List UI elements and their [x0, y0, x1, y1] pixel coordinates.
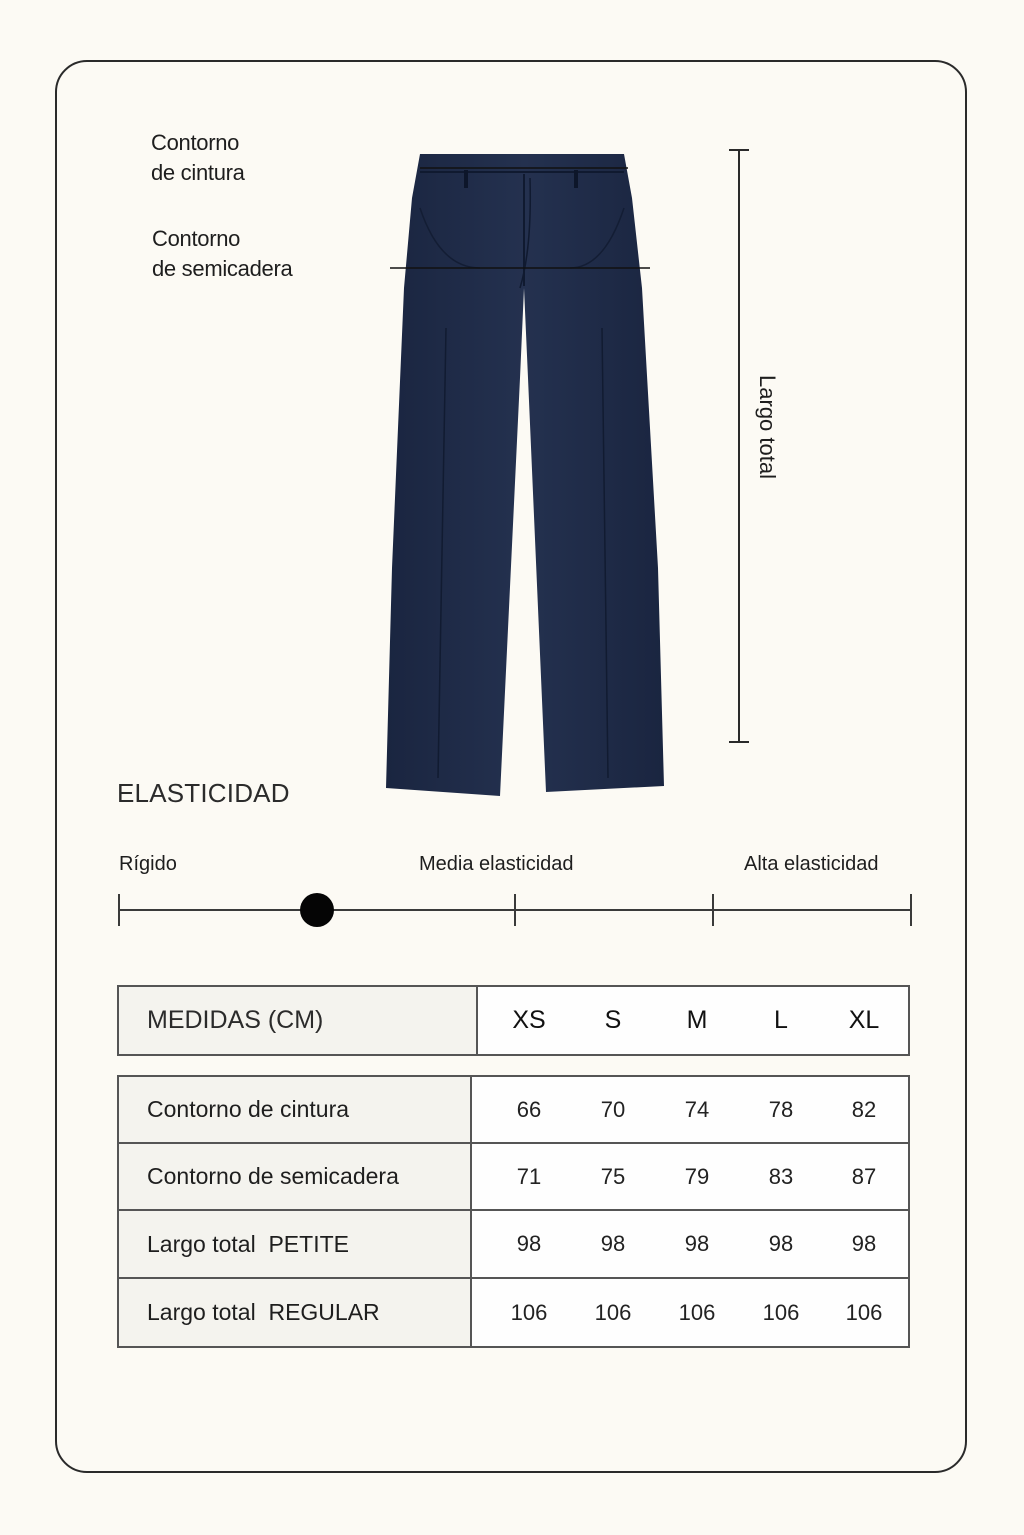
length-measure-line — [738, 150, 740, 742]
table-row — [118, 1210, 909, 1278]
row-label: Contorno de cintura — [118, 1076, 471, 1143]
cell-value: 79 — [684, 1163, 710, 1189]
cell-value: 106 — [845, 1299, 883, 1325]
elasticity-mid-label: Media elasticidad — [419, 853, 574, 875]
cell-value: 70 — [600, 1096, 626, 1122]
size-m: M — [686, 1006, 708, 1034]
size-l: L — [774, 1006, 788, 1034]
cell-value: 82 — [851, 1096, 877, 1122]
waist-label: Contorno de cintura — [151, 130, 245, 185]
length-measure-bottom-cap — [729, 741, 749, 743]
size-xs: XS — [512, 1006, 546, 1034]
hip-label: Contorno de semicadera — [152, 226, 293, 281]
cell-value: 74 — [684, 1096, 710, 1122]
elasticity-title: ELASTICIDAD — [117, 778, 290, 808]
size-xl: XL — [848, 1006, 880, 1034]
measurements-table — [117, 1075, 910, 1348]
cell-value: 106 — [678, 1299, 716, 1325]
elasticity-tick — [514, 894, 516, 926]
cell-value: 71 — [516, 1163, 542, 1189]
pants-illustration — [380, 148, 680, 808]
elasticity-level-indicator — [300, 893, 334, 927]
size-header-table — [117, 985, 910, 1056]
cell-value: 106 — [594, 1299, 632, 1325]
cell-value: 87 — [851, 1163, 877, 1189]
row-label: Contorno de semicadera — [118, 1143, 471, 1210]
cell-value: 106 — [762, 1299, 800, 1325]
elasticity-tick — [118, 894, 120, 926]
elasticity-high-label: Alta elasticidad — [744, 853, 879, 875]
cell-value: 98 — [516, 1231, 542, 1256]
length-label: Largo total — [755, 375, 780, 479]
size-s: S — [604, 1006, 622, 1034]
row-label: Largo total PETITE — [118, 1210, 471, 1278]
cell-value: 75 — [600, 1163, 626, 1189]
cell-value: 83 — [768, 1163, 794, 1189]
length-measure-top-cap — [729, 149, 749, 151]
cell-value: 106 — [510, 1299, 548, 1325]
table-row — [118, 1278, 909, 1347]
row-label: Largo total REGULAR — [118, 1278, 471, 1347]
cell-value: 98 — [768, 1231, 794, 1256]
cell-value: 78 — [768, 1096, 794, 1122]
cell-value: 98 — [600, 1231, 626, 1256]
cell-value: 98 — [851, 1231, 877, 1256]
elasticity-tick — [910, 894, 912, 926]
table-row — [118, 1143, 909, 1210]
elasticity-low-label: Rígido — [119, 853, 177, 875]
size-header-row — [478, 987, 908, 1054]
cell-value: 66 — [516, 1096, 542, 1122]
elasticity-tick — [712, 894, 714, 926]
table-row — [118, 1076, 909, 1143]
measures-header: MEDIDAS (CM) — [118, 986, 477, 1055]
cell-value: 98 — [684, 1231, 710, 1256]
